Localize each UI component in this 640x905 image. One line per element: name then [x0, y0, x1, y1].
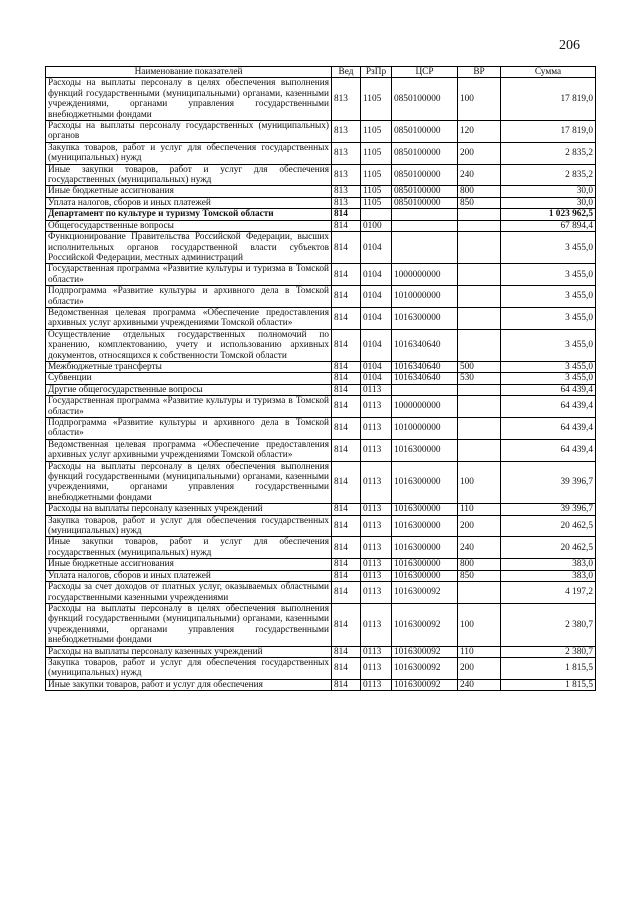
row-ved-cell: 814 [332, 537, 361, 559]
row-name-cell: Департамент по культуре и туризму Томской области [46, 209, 332, 220]
row-vr-cell [458, 307, 501, 329]
row-ved-cell: 814 [332, 679, 361, 690]
row-vr-cell [458, 396, 501, 418]
table-row [46, 307, 596, 329]
table-row [46, 537, 596, 559]
row-name-cell: Закупка товаров, работ и услуг для обеспечения государственных (муниципальных) нужд [46, 515, 332, 537]
row-rzpr-cell: 1105 [361, 186, 392, 197]
row-rzpr-cell: 0113 [361, 570, 392, 581]
row-name-cell: Ведомственная целевая программа «Обеспечение предоставления архивных услуг архивными учреждениями Томской области» [46, 439, 332, 461]
row-name-cell: Расходы на выплаты персоналу в целях обеспечения выполнения функций государственными (муниципальными) органами, казенными учреждениями, органами управления государственными внебюджетными фондами [46, 78, 332, 121]
row-vr-cell: 500 [458, 361, 501, 372]
row-sum-cell: 67 894,4 [501, 220, 596, 231]
row-vr-cell: 120 [458, 121, 501, 143]
row-ved-cell: 813 [332, 121, 361, 143]
table-row [46, 504, 596, 515]
row-name-cell: Уплата налогов, сборов и иных платежей [46, 570, 332, 581]
header-vr: ВР [458, 67, 501, 78]
row-ved-cell: 814 [332, 384, 361, 395]
row-csr-cell: 1016300000 [392, 307, 458, 329]
row-csr-cell: 0850100000 [392, 164, 458, 186]
row-vr-cell [458, 220, 501, 231]
row-name-cell: Осуществление отдельных государственных полномочий по хранению, комплектованию, учету и использованию архивных документов, относящихся к собственности Томской области [46, 329, 332, 361]
row-ved-cell: 814 [332, 209, 361, 220]
row-name-cell: Расходы за счет доходов от платных услуг, оказываемых областными государственными казенными учреждениями [46, 582, 332, 604]
row-sum-cell: 2 835,2 [501, 142, 596, 164]
row-vr-cell [458, 286, 501, 308]
table-row [46, 121, 596, 143]
header-rzpr: РзПр [361, 67, 392, 78]
row-rzpr-cell: 0113 [361, 396, 392, 418]
table-row [46, 232, 596, 264]
row-sum-cell: 383,0 [501, 570, 596, 581]
row-vr-cell: 100 [458, 603, 501, 646]
row-csr-cell: 1016300092 [392, 582, 458, 604]
table-row [46, 329, 596, 361]
row-vr-cell: 850 [458, 570, 501, 581]
row-vr-cell: 850 [458, 197, 501, 208]
row-ved-cell: 814 [332, 657, 361, 679]
row-ved-cell: 814 [332, 504, 361, 515]
row-ved-cell: 813 [332, 142, 361, 164]
row-name-cell: Закупка товаров, работ и услуг для обеспечения государственных (муниципальных) нужд [46, 142, 332, 164]
row-rzpr-cell: 0100 [361, 220, 392, 231]
row-ved-cell: 814 [332, 582, 361, 604]
row-sum-cell: 39 396,7 [501, 504, 596, 515]
row-ved-cell: 813 [332, 197, 361, 208]
header-name: Наименование показателей [46, 67, 332, 78]
row-rzpr-cell: 0104 [361, 307, 392, 329]
table-row [46, 78, 596, 121]
row-sum-cell: 3 455,0 [501, 232, 596, 264]
row-sum-cell: 17 819,0 [501, 121, 596, 143]
row-csr-cell: 1016300092 [392, 679, 458, 690]
row-csr-cell: 0850100000 [392, 186, 458, 197]
table-row [46, 515, 596, 537]
page-number: 206 [559, 38, 580, 53]
row-csr-cell: 0850100000 [392, 121, 458, 143]
row-sum-cell: 2 380,7 [501, 646, 596, 657]
row-csr-cell [392, 232, 458, 264]
row-name-cell: Уплата налогов, сборов и иных платежей [46, 197, 332, 208]
table-header-row [46, 67, 596, 78]
row-csr-cell: 1016300000 [392, 504, 458, 515]
row-sum-cell: 30,0 [501, 197, 596, 208]
row-rzpr-cell: 0113 [361, 657, 392, 679]
table-row [46, 461, 596, 504]
budget-table [45, 66, 596, 691]
row-ved-cell: 814 [332, 396, 361, 418]
row-name-cell: Межбюджетные трансферты [46, 361, 332, 372]
row-vr-cell: 530 [458, 373, 501, 384]
table-row [46, 186, 596, 197]
row-vr-cell [458, 384, 501, 395]
table-row [46, 396, 596, 418]
row-rzpr-cell: 0113 [361, 582, 392, 604]
row-rzpr-cell: 1105 [361, 164, 392, 186]
row-vr-cell: 200 [458, 657, 501, 679]
table-row [46, 361, 596, 372]
row-ved-cell: 814 [332, 264, 361, 286]
row-sum-cell: 1 023 962,5 [501, 209, 596, 220]
row-name-cell: Общегосударственные вопросы [46, 220, 332, 231]
row-ved-cell: 814 [332, 461, 361, 504]
row-name-cell: Иные бюджетные ассигнования [46, 559, 332, 570]
row-rzpr-cell: 0104 [361, 361, 392, 372]
row-sum-cell: 64 439,4 [501, 418, 596, 440]
row-ved-cell: 814 [332, 603, 361, 646]
header-ved: Вед [332, 67, 361, 78]
row-rzpr-cell: 1105 [361, 197, 392, 208]
row-name-cell: Расходы на выплаты персоналу казенных учреждений [46, 504, 332, 515]
row-rzpr-cell: 0113 [361, 559, 392, 570]
row-sum-cell: 64 439,4 [501, 439, 596, 461]
row-sum-cell: 4 197,2 [501, 582, 596, 604]
row-ved-cell: 813 [332, 186, 361, 197]
row-vr-cell: 240 [458, 537, 501, 559]
row-vr-cell: 100 [458, 461, 501, 504]
row-sum-cell: 3 455,0 [501, 307, 596, 329]
row-ved-cell: 814 [332, 559, 361, 570]
row-vr-cell [458, 418, 501, 440]
row-csr-cell: 0850100000 [392, 142, 458, 164]
row-csr-cell: 1016300092 [392, 657, 458, 679]
row-csr-cell: 1016340640 [392, 373, 458, 384]
row-rzpr-cell: 0113 [361, 461, 392, 504]
row-rzpr-cell: 0113 [361, 384, 392, 395]
row-name-cell: Расходы на выплаты персоналу в целях обеспечения выполнения функций государственными (муниципальными) органами, казенными учреждениями, органами управления государственными внебюджетными фондами [46, 461, 332, 504]
row-name-cell: Расходы на выплаты персоналу в целях обеспечения выполнения функций государственными (муниципальными) органами, казенными учреждениями, органами управления государственными внебюджетными фондами [46, 603, 332, 646]
row-ved-cell: 814 [332, 646, 361, 657]
row-csr-cell: 1010000000 [392, 286, 458, 308]
row-sum-cell: 3 455,0 [501, 361, 596, 372]
row-vr-cell [458, 329, 501, 361]
row-ved-cell: 814 [332, 515, 361, 537]
table-row [46, 264, 596, 286]
row-csr-cell: 1016300000 [392, 537, 458, 559]
row-vr-cell: 110 [458, 646, 501, 657]
row-name-cell: Иные закупки товаров, работ и услуг для обеспечения государственных (муниципальных) нужд [46, 537, 332, 559]
row-rzpr-cell: 1105 [361, 121, 392, 143]
row-sum-cell: 1 815,5 [501, 657, 596, 679]
row-name-cell: Расходы на выплаты персоналу государственных (муниципальных) органов [46, 121, 332, 143]
row-name-cell: Иные закупки товаров, работ и услуг для обеспечения [46, 679, 332, 690]
row-sum-cell: 20 462,5 [501, 537, 596, 559]
row-csr-cell: 1000000000 [392, 264, 458, 286]
row-csr-cell: 1016300000 [392, 570, 458, 581]
row-csr-cell: 1016340640 [392, 329, 458, 361]
row-ved-cell: 814 [332, 439, 361, 461]
row-ved-cell: 814 [332, 418, 361, 440]
row-ved-cell: 813 [332, 78, 361, 121]
table-row [46, 197, 596, 208]
row-csr-cell: 0850100000 [392, 78, 458, 121]
row-vr-cell: 110 [458, 504, 501, 515]
row-name-cell: Иные бюджетные ассигнования [46, 186, 332, 197]
row-sum-cell: 3 455,0 [501, 373, 596, 384]
table-row [46, 570, 596, 581]
row-csr-cell: 1010000000 [392, 418, 458, 440]
row-name-cell: Иные закупки товаров, работ и услуг для обеспечения государственных (муниципальных) нужд [46, 164, 332, 186]
row-csr-cell: 1016300000 [392, 461, 458, 504]
row-csr-cell: 1016300000 [392, 439, 458, 461]
table-row [46, 679, 596, 690]
row-csr-cell [392, 209, 458, 220]
row-sum-cell: 30,0 [501, 186, 596, 197]
row-sum-cell: 383,0 [501, 559, 596, 570]
row-vr-cell: 240 [458, 679, 501, 690]
row-vr-cell [458, 439, 501, 461]
row-name-cell: Другие общегосударственные вопросы [46, 384, 332, 395]
row-rzpr-cell: 1105 [361, 142, 392, 164]
row-ved-cell: 814 [332, 220, 361, 231]
table-row [46, 646, 596, 657]
row-rzpr-cell: 0104 [361, 286, 392, 308]
row-vr-cell: 800 [458, 559, 501, 570]
table-row [46, 418, 596, 440]
table-row [46, 209, 596, 220]
row-rzpr-cell: 0104 [361, 373, 392, 384]
row-name-cell: Субвенции [46, 373, 332, 384]
row-sum-cell: 64 439,4 [501, 396, 596, 418]
table-row [46, 559, 596, 570]
row-rzpr-cell: 1105 [361, 78, 392, 121]
row-ved-cell: 814 [332, 307, 361, 329]
row-rzpr-cell: 0104 [361, 232, 392, 264]
table-row [46, 603, 596, 646]
row-sum-cell: 20 462,5 [501, 515, 596, 537]
row-sum-cell: 3 455,0 [501, 286, 596, 308]
row-rzpr-cell: 0113 [361, 603, 392, 646]
row-ved-cell: 814 [332, 232, 361, 264]
row-vr-cell: 200 [458, 515, 501, 537]
row-csr-cell: 1016300000 [392, 559, 458, 570]
row-rzpr-cell: 0113 [361, 515, 392, 537]
row-ved-cell: 814 [332, 361, 361, 372]
row-sum-cell: 3 455,0 [501, 264, 596, 286]
row-name-cell: Функционирование Правительства Российской Федерации, высших исполнительных органов государственной власти субъектов Российской Федерации, местных администраций [46, 232, 332, 264]
header-sum: Сумма [501, 67, 596, 78]
row-name-cell: Подпрограмма «Развитие культуры и архивного дела в Томской области» [46, 418, 332, 440]
row-sum-cell: 64 439,4 [501, 384, 596, 395]
row-csr-cell: 1016300092 [392, 646, 458, 657]
table-row [46, 142, 596, 164]
row-rzpr-cell: 0113 [361, 646, 392, 657]
row-name-cell: Государственная программа «Развитие культуры и туризма в Томской области» [46, 396, 332, 418]
row-sum-cell: 17 819,0 [501, 78, 596, 121]
table-row [46, 220, 596, 231]
row-sum-cell: 39 396,7 [501, 461, 596, 504]
row-rzpr-cell: 0113 [361, 679, 392, 690]
row-vr-cell [458, 232, 501, 264]
row-sum-cell: 3 455,0 [501, 329, 596, 361]
table-row [46, 439, 596, 461]
row-vr-cell: 800 [458, 186, 501, 197]
table-row [46, 582, 596, 604]
row-csr-cell: 1016300000 [392, 515, 458, 537]
row-name-cell: Закупка товаров, работ и услуг для обеспечения государственных (муниципальных) нужд [46, 657, 332, 679]
row-ved-cell: 813 [332, 164, 361, 186]
row-name-cell: Расходы на выплаты персоналу казенных учреждений [46, 646, 332, 657]
row-sum-cell: 1 815,5 [501, 679, 596, 690]
row-csr-cell: 0850100000 [392, 197, 458, 208]
row-rzpr-cell: 0113 [361, 537, 392, 559]
row-ved-cell: 814 [332, 373, 361, 384]
row-name-cell: Ведомственная целевая программа «Обеспечение предоставления архивных услуг архивными учреждениями Томской области» [46, 307, 332, 329]
row-sum-cell: 2 380,7 [501, 603, 596, 646]
row-vr-cell [458, 264, 501, 286]
row-rzpr-cell [361, 209, 392, 220]
row-rzpr-cell: 0104 [361, 329, 392, 361]
row-vr-cell [458, 209, 501, 220]
row-csr-cell [392, 384, 458, 395]
row-rzpr-cell: 0104 [361, 264, 392, 286]
row-csr-cell: 1016300092 [392, 603, 458, 646]
row-rzpr-cell: 0113 [361, 504, 392, 515]
table-row [46, 373, 596, 384]
row-vr-cell [458, 582, 501, 604]
row-rzpr-cell: 0113 [361, 418, 392, 440]
row-ved-cell: 814 [332, 329, 361, 361]
row-rzpr-cell: 0113 [361, 439, 392, 461]
row-sum-cell: 2 835,2 [501, 164, 596, 186]
row-name-cell: Государственная программа «Развитие культуры и туризма в Томской области» [46, 264, 332, 286]
row-name-cell: Подпрограмма «Развитие культуры и архивного дела в Томской области» [46, 286, 332, 308]
row-ved-cell: 814 [332, 570, 361, 581]
row-vr-cell: 200 [458, 142, 501, 164]
row-ved-cell: 814 [332, 286, 361, 308]
table-row [46, 657, 596, 679]
table-row [46, 384, 596, 395]
row-csr-cell: 1000000000 [392, 396, 458, 418]
row-csr-cell: 1016340640 [392, 361, 458, 372]
table-body [46, 78, 596, 691]
header-csr: ЦСР [392, 67, 458, 78]
row-vr-cell: 240 [458, 164, 501, 186]
table-row [46, 286, 596, 308]
row-csr-cell [392, 220, 458, 231]
row-vr-cell: 100 [458, 78, 501, 121]
table-row [46, 164, 596, 186]
